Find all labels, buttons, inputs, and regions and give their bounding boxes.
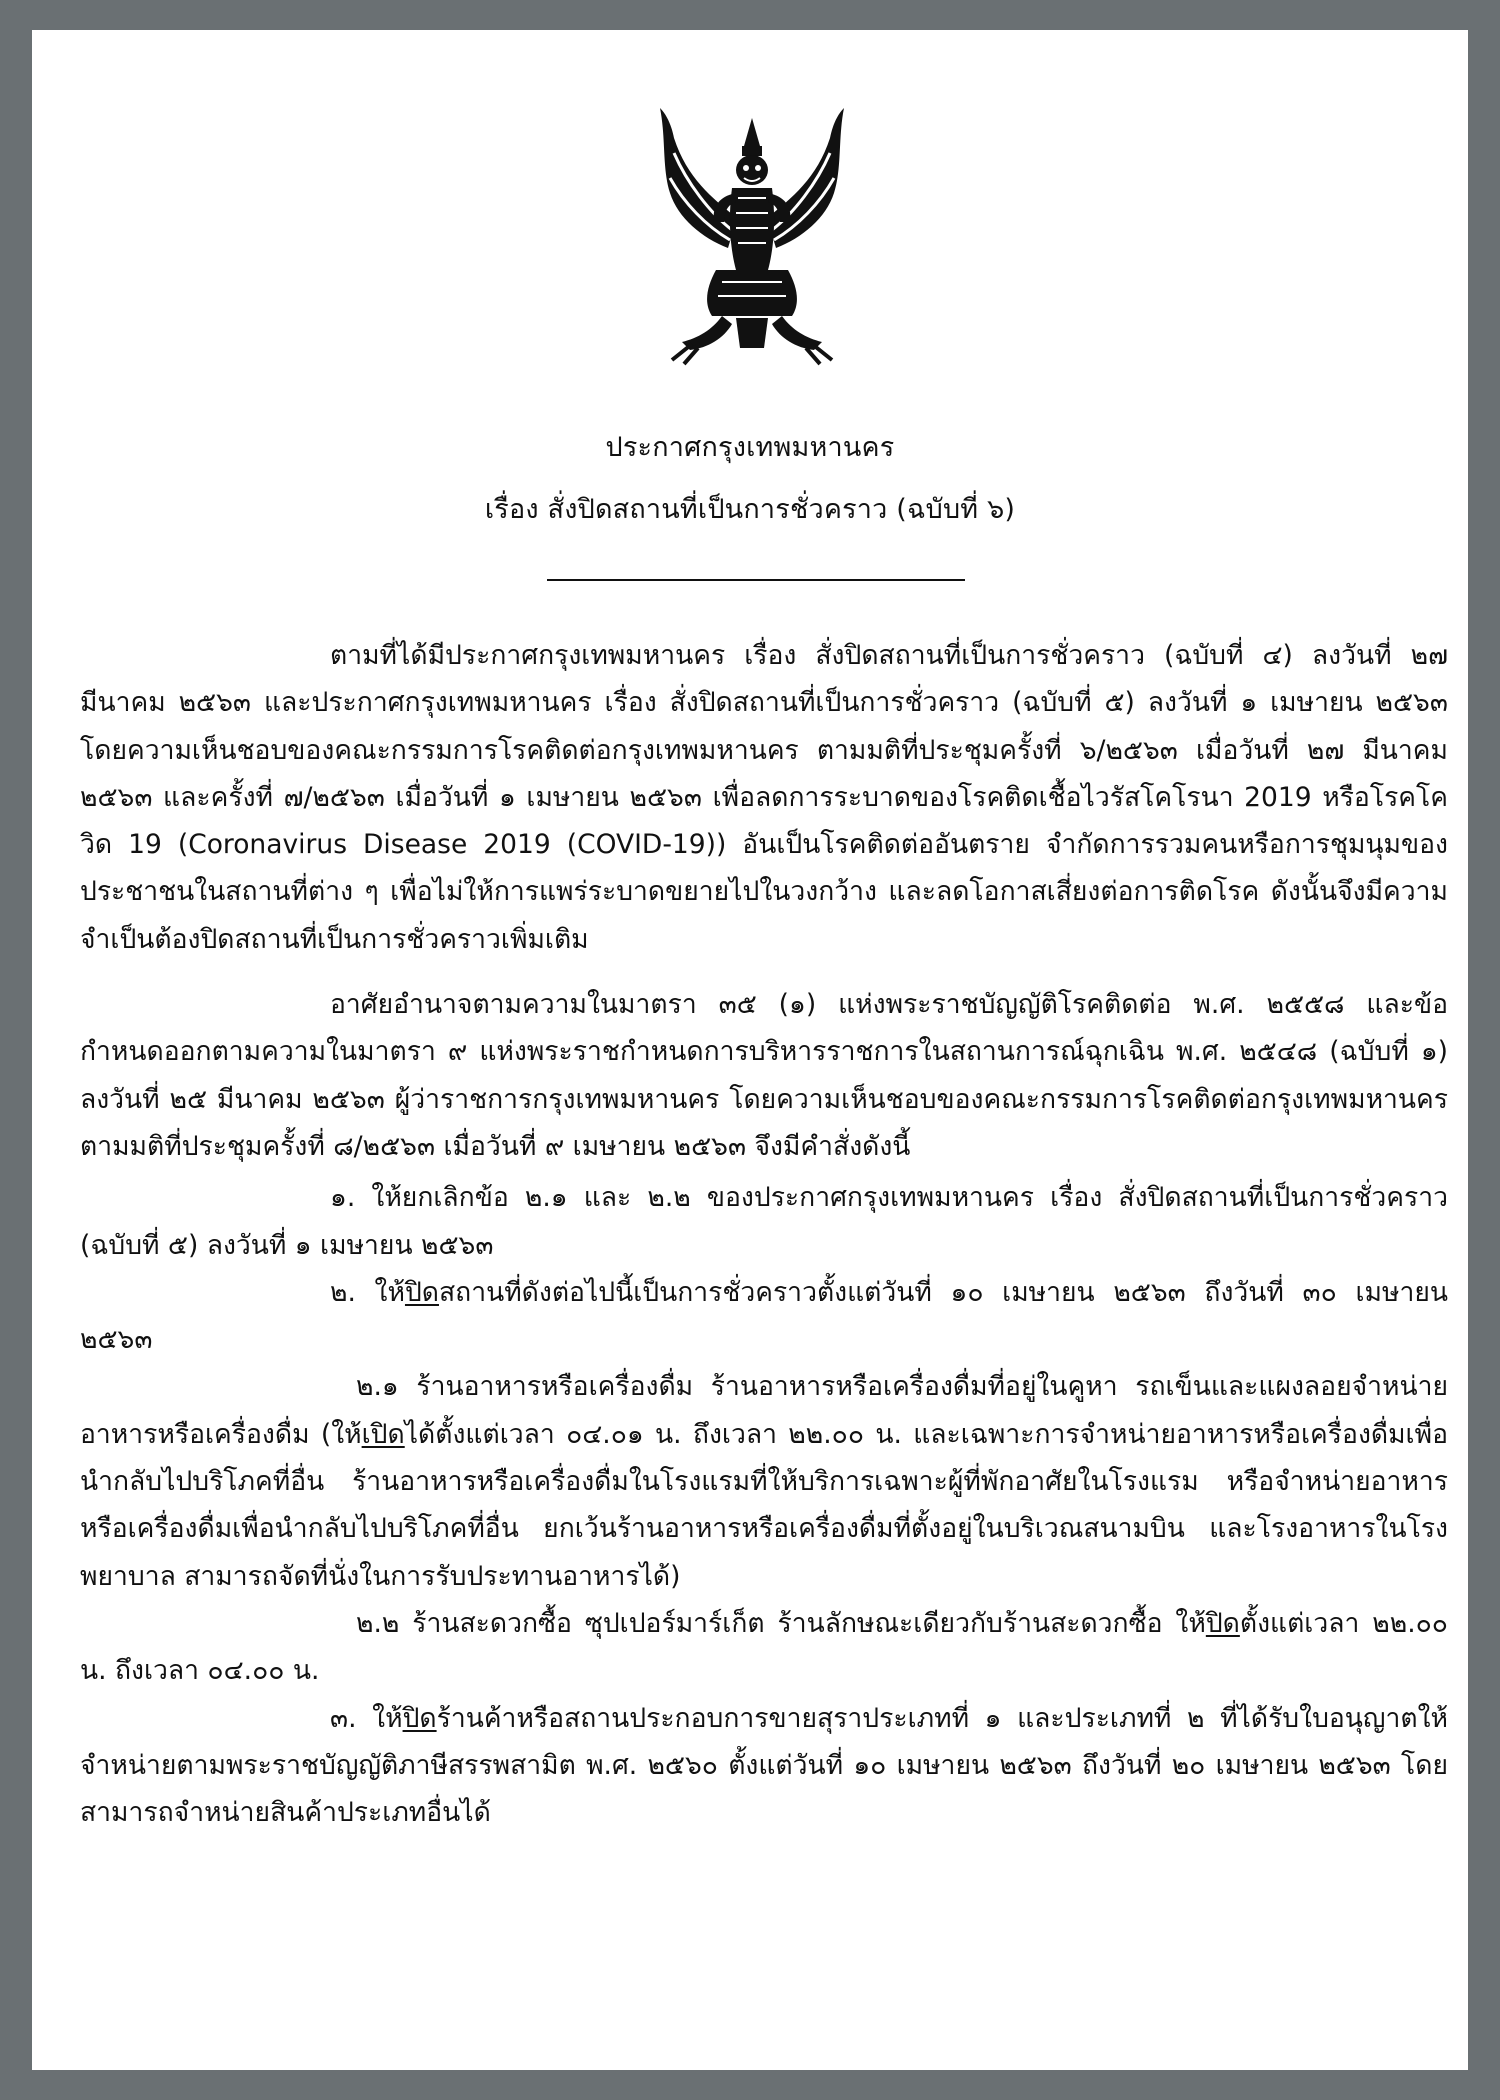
preamble-paragraph: ตามที่ได้มีประกาศกรุงเทพมหานคร เรื่อง สั่งปิดสถานที่เป็นการชั่วคราว (ฉบับที่ ๔) ลงวันที่ ๒๗ มีนาคม ๒๕๖๓ และประกาศกรุงเทพมหานคร เรื่อง สั่งปิดสถานที่เป็นการชั่วคราว (ฉบับที่ ๕) ลงวันที่ ๑ เมษายน ๒๕๖๓ โดยความเห็นชอบของคณะกรรมการโรคติดต่อกรุงเทพมหานคร ตามมติที่ประชุมครั้งที่ ๖/๒๕๖๓ เมื่อวันที่ ๒๗ มีนาคม ๒๕๖๓ และครั้งที่ ๗/๒๕๖๓ เมื่อวันที่ ๑ เมษายน ๒๕๖๓ เพื่อลดการระบาดของโรคติดเชื้อไวรัสโคโรนา 2019 หรือโรคโควิด 19 (Coronavirus Disease 2019 (COVID-19)) อันเป็นโรคติดต่ออันตราย จำกัดการรวมคนหรือการชุมนุมของประชาชนในสถานที่ต่าง ๆ เพื่อไม่ให้การแพร่ระบาดขยายไปในวงกว้าง และลดโอกาสเสี่ยงต่อการติดโรค ดังนั้นจึงมีความจำเป็นต้องปิดสถานที่เป็นการชั่วคราวเพิ่มเติม — [80, 640, 1448, 955]
order-item-2-prefix: ๒. ให้ — [330, 1276, 405, 1308]
order-item-2 — [80, 1269, 1448, 1364]
title-divider — [547, 579, 965, 581]
announcement-page — [32, 30, 1468, 2070]
order-item-2-1 — [80, 1363, 1448, 1599]
order-item-3-prefix: ๓. ให้ — [330, 1702, 403, 1734]
order-item-2-1-text-b: ได้ตั้งแต่เวลา ๐๔.๐๑ น. ถึงเวลา ๒๒.๐๐ น. และเฉพาะการจำหน่ายอาหารหรือเครื่องดื่มเพื่อนำกลับไปบริโภคที่อื่น ร้านอาหารหรือเครื่องดื่มในโรงแรมที่ให้บริการเฉพาะผู้ที่พักอาศัยในโรงแรม หรือจำหน่ายอาหารหรือเครื่องดื่มเพื่อนำกลับไปบริโภคที่อื่น ยกเว้นร้านอาหารหรือเครื่องดื่มที่ตั้งอยู่ในบริเวณสนามบิน และโรงอาหารในโรงพยาบาล สามารถจัดที่นั่งในการรับประทานอาหารได้) — [80, 1418, 1448, 1592]
order-item-2-2-prefix: ๒.๒ ร้านสะดวกซื้อ ซุปเปอร์มาร์เก็ต ร้านลักษณะเดียวกับร้านสะดวกซื้อ ให้ — [356, 1607, 1206, 1639]
order-item-2-text: สถานที่ดังต่อไปนี้เป็นการชั่วคราวตั้งแต่วันที่ ๑๐ เมษายน ๒๕๖๓ ถึงวันที่ ๓๐ เมษายน ๒๕๖๓ — [80, 1276, 1448, 1356]
order-item-2-2-text: ตั้งแต่เวลา ๒๒.๐๐ น. ถึงเวลา ๐๔.๐๐ น. — [80, 1607, 1448, 1687]
order-item-2-2-emphasis: ปิด — [1205, 1607, 1240, 1639]
order-item-2-emphasis: ปิด — [404, 1276, 439, 1308]
order-item-3-text: ร้านค้าหรือสถานประกอบการขายสุราประเภทที่ ๑ และประเภทที่ ๒ ที่ได้รับใบอนุญาตให้จำหน่ายตามพระราชบัญญัติภาษีสรรพสามิต พ.ศ. ๒๕๖๐ ตั้งแต่วันที่ ๑๐ เมษายน ๒๕๖๓ ถึงวันที่ ๒๐ เมษายน ๒๕๖๓ โดยสามารถจำหน่ายสินค้าประเภทอื่นได้ — [80, 1702, 1448, 1829]
order-item-1: ๑. ให้ยกเลิกข้อ ๒.๑ และ ๒.๒ ของประกาศกรุงเทพมหานคร เรื่อง สั่งปิดสถานที่เป็นการชั่วคราว (ฉบับที่ ๕) ลงวันที่ ๑ เมษายน ๒๕๖๓ — [80, 1182, 1448, 1261]
announcement-subject: เรื่อง สั่งปิดสถานที่เป็นการชั่วคราว (ฉบับที่ ๖) — [484, 494, 1016, 525]
announcement-body — [80, 632, 1448, 1836]
order-item-3-emphasis: ปิด — [402, 1702, 437, 1734]
garuda-emblem-icon — [632, 98, 872, 368]
announcement-issuer: ประกาศกรุงเทพมหานคร — [605, 432, 895, 463]
authority-paragraph: อาศัยอำนาจตามความในมาตรา ๓๕ (๑) แห่งพระราชบัญญัติโรคติดต่อ พ.ศ. ๒๕๕๘ และข้อกำหนดออกตามความในมาตรา ๙ แห่งพระราชกำหนดการบริหารราชการในสถานการณ์ฉุกเฉิน พ.ศ. ๒๕๔๘ (ฉบับที่ ๑) ลงวันที่ ๒๕ มีนาคม ๒๕๖๓ ผู้ว่าราชการกรุงเทพมหานคร โดยความเห็นชอบของคณะกรรมการโรคติดต่อกรุงเทพมหานคร ตามมติที่ประชุมครั้งที่ ๘/๒๕๖๓ เมื่อวันที่ ๙ เมษายน ๒๕๖๓ จึงมีคำสั่งดังนี้ — [80, 989, 1448, 1162]
order-item-2-2 — [80, 1600, 1448, 1695]
order-item-2-1-text-a: ๒.๑ ร้านอาหารหรือเครื่องดื่ม ร้านอาหารหรือเครื่องดื่มที่อยู่ในคูหา รถเข็นและแผงลอยจำหน่ายอาหารหรือเครื่องดื่ม (ให้ — [80, 1371, 1448, 1450]
order-item-3 — [80, 1695, 1448, 1837]
order-item-2-1-emphasis: เปิด — [361, 1418, 405, 1450]
